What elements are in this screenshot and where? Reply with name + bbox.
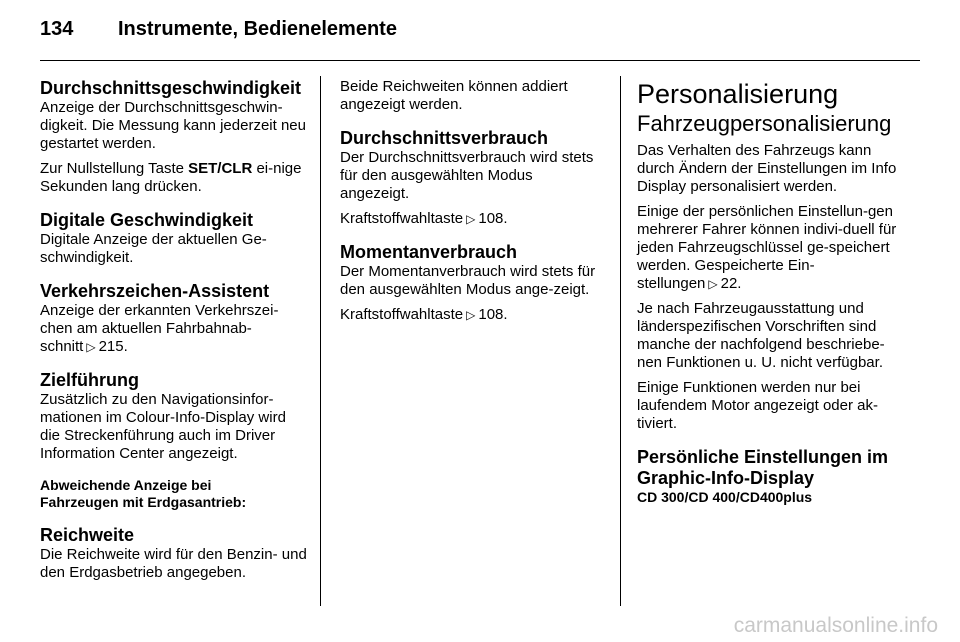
text-range-combined: Beide Reichweiten können addiert angezeigt werden. [340, 78, 568, 113]
section-range [40, 525, 310, 582]
text-traffic-sign-assistant [40, 302, 310, 356]
heading-average-speed: Durchschnittsgeschwindigkeit [40, 78, 302, 98]
section-range-continued [340, 78, 600, 114]
set-clr-key: SET/CLR [188, 160, 253, 177]
page-ref-22[interactable]: ▷ 22. [705, 275, 741, 292]
personal-settings-text: Einige der persönlichen Einstellun-gen mehrerer Fahrer können indivi-duell für jeden Fahrzeugschlüssel ge-speichert werden. Gespeicherte Ein-stellungen [637, 203, 897, 292]
heading-range: Reichweite [40, 525, 135, 545]
column-divider-right [620, 76, 621, 606]
heading-instant-consumption: Momentanverbrauch [340, 242, 518, 262]
text-route-guidance: Zusätzlich zu den Navigationsinfor-mationen im Colour-Info-Display wird die Streckenführung auch im Driver Information Center angezeigt. [40, 391, 286, 462]
section-route-guidance [40, 370, 310, 463]
model-list: CD 300/CD 400/CD400plus [637, 489, 813, 505]
section-traffic-sign-assistant [40, 281, 310, 356]
text-reset-instruction [40, 160, 310, 196]
text-digital-speed: Digitale Anzeige der aktuellen Ge-schwindigkeit. [40, 231, 267, 266]
text-engine-running-note: Einige Funktionen werden nur bei laufendem Motor angezeigt oder ak-tiviert. [637, 379, 878, 432]
page-number: 134 [40, 18, 74, 40]
text-average-consumption: Der Durchschnittsverbrauch wird stets für den ausgewählten Modus angezeigt. [340, 149, 594, 202]
text-fuel-selector-ref-1 [340, 210, 600, 228]
subheading-cng-line1: Abweichende Anzeige bei [40, 477, 212, 493]
heading-gid-line1: Persönliche Einstellungen im [637, 447, 889, 467]
column-divider-left [320, 76, 321, 606]
heading-average-consumption: Durchschnittsverbrauch [340, 128, 549, 148]
traffic-sign-text: Anzeige der erkannten Verkehrszei-chen am aktuellen Fahrbahnab-schnitt [40, 302, 279, 355]
text-fuel-selector-ref-2 [340, 306, 600, 324]
subheading-cng-line2: Fahrzeugen mit Erdgasantrieb: [40, 494, 247, 510]
chapter-title: Instrumente, Bedienelemente [118, 18, 397, 40]
column-middle [340, 78, 600, 338]
fuel-selector-label-2: Kraftstoffwahltaste [340, 306, 464, 323]
heading-route-guidance: Zielführung [40, 370, 139, 390]
header-rule [40, 60, 920, 61]
watermark: carmanualsonline.info [733, 614, 938, 637]
reset-text-pre: Zur Nullstellung Taste [40, 160, 189, 177]
chapter-section-title: Personalisierung [637, 79, 839, 109]
heading-graphic-info-display [637, 447, 905, 489]
page-ref-108-b[interactable]: ▷ 108. [463, 306, 507, 323]
heading-gid-line2: Graphic-Info-Display [637, 468, 815, 488]
subheading-cng-display [40, 477, 310, 511]
text-personalisation-intro: Das Verhalten des Fahrzeugs kann durch Ändern der Einstellungen im Info Display personalisiert werden. [637, 142, 897, 195]
page-header [40, 18, 397, 48]
section-instant-consumption [340, 242, 600, 324]
page-ref-108-a[interactable]: ▷ 108. [463, 210, 507, 227]
text-equipment-note: Je nach Fahrzeugausstattung und länderspezifischen Vorschriften sind manche der nachfolgend beschriebe-nen Funktionen u. U. nicht verfügbar. [637, 300, 885, 371]
section-average-speed [40, 78, 310, 196]
text-personal-settings [637, 203, 905, 293]
fuel-selector-label-1: Kraftstoffwahltaste [340, 210, 464, 227]
column-right [637, 78, 905, 506]
section-digital-speed [40, 210, 310, 267]
column-left [40, 78, 310, 596]
heading-digital-speed: Digitale Geschwindigkeit [40, 210, 254, 230]
page-ref-215[interactable]: ▷ 215. [83, 338, 127, 355]
section-average-consumption [340, 128, 600, 228]
heading-traffic-sign-assistant: Verkehrszeichen-Assistent [40, 281, 270, 301]
text-range: Die Reichweite wird für den Benzin- und den Erdgasbetrieb angegeben. [40, 546, 307, 581]
text-instant-consumption: Der Momentanverbrauch wird stets für den ausgewählten Modus ange-zeigt. [340, 263, 596, 298]
text-average-speed: Anzeige der Durchschnittsgeschwin-digkeit. Die Messung kann jederzeit neu gestartet werden. [40, 99, 306, 152]
section-subtitle: Fahrzeugpersonalisierung [637, 111, 892, 136]
reset-text-post: ei-nige Sekunden lang drücken. [40, 160, 302, 195]
